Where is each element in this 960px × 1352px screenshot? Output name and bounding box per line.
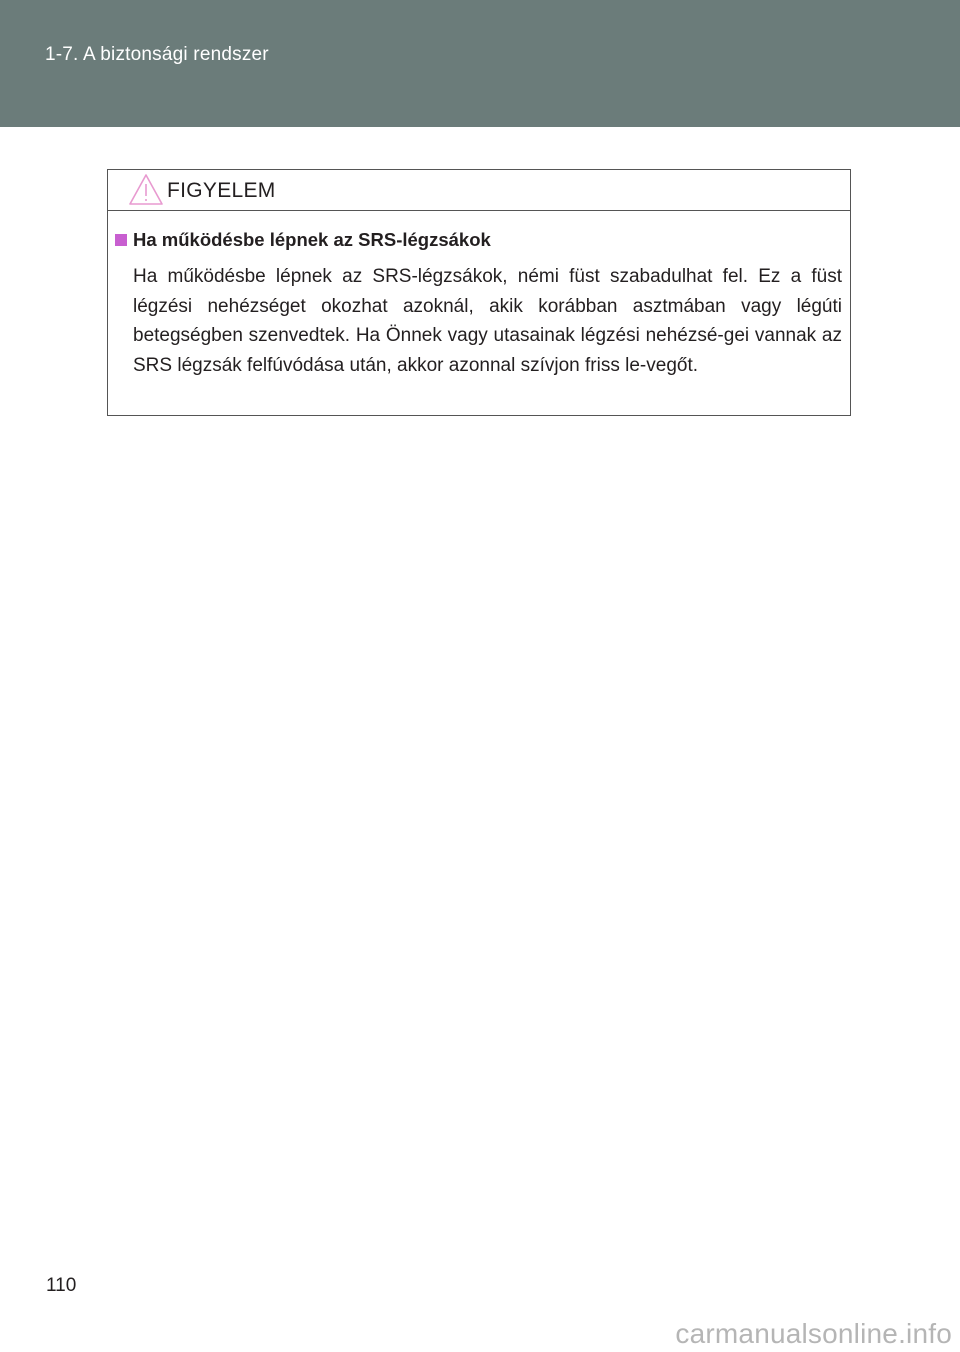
warning-header [108, 170, 850, 211]
warning-title: FIGYELEM [167, 179, 276, 202]
warning-heading: Ha működésbe lépnek az SRS-légzsákok [133, 229, 491, 250]
watermark: carmanualsonline.info [675, 1318, 952, 1349]
page-number: 110 [46, 1275, 77, 1296]
section-title: 1-7. A biztonsági rendszer [45, 44, 269, 65]
warning-box [107, 169, 851, 416]
warning-text: Ha működésbe lépnek az SRS-légzsákok, némi füst szabadulhat fel. Ez a füst légzési nehézséget okozhat azoknál, akik korábban asztmában vagy légúti betegségben szenvedtek. Ha Önnek vagy utasainak légzési nehézsé-gei vannak az SRS légzsák felfúvódása után, akkor azonnal szívjon friss le-vegőt. [133, 266, 842, 376]
header-band [0, 0, 960, 127]
warning-triangle-icon [128, 173, 164, 206]
bullet-square-icon [115, 234, 127, 246]
